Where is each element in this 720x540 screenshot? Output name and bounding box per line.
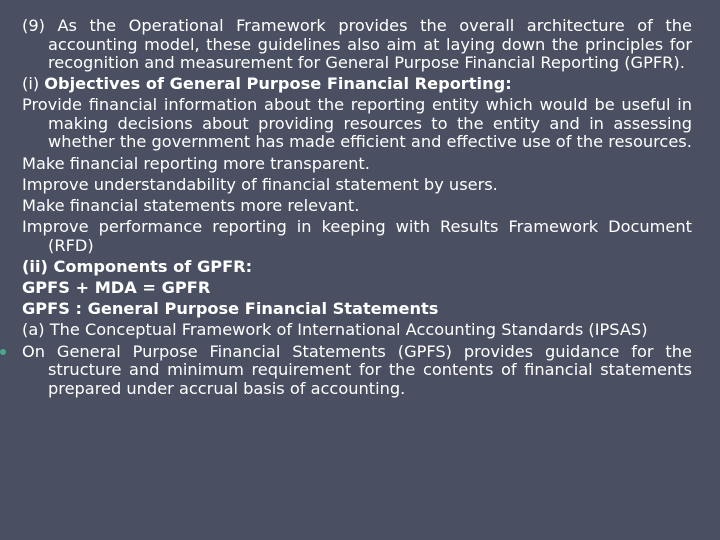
paragraph-transparent: Make financial reporting more transparent. <box>22 153 370 173</box>
bullet-item-gpfs-guidance <box>22 343 692 399</box>
heading-objectives-text: Objectives of General Purpose Financial Reporting: <box>44 74 512 94</box>
slide-body <box>22 17 692 401</box>
bullet-icon <box>0 349 6 355</box>
heading-objectives-prefix: (i) <box>22 74 45 94</box>
bullet-item-text: On General Purpose Financial Statements (GPFS) provides guidance for the structure and minimum requirement for the contents of financial statements prepared under accrual basis of accounting. <box>22 341 692 398</box>
heading-objectives-gpfr <box>22 75 692 94</box>
paragraph-provide-financial-info: Provide financial information about the reporting entity which would be useful in making decisions about providing resources to the entity and in assessing whether the government has made efficient and effective use of the resources. <box>22 95 692 152</box>
paragraph-relevant: Make financial statements more relevant. <box>22 195 360 215</box>
paragraph-performance-reporting: Improve performance reporting in keeping with Results Framework Document (RFD) <box>22 217 692 255</box>
paragraph-conceptual-framework: (a) The Conceptual Framework of International Accounting Standards (IPSAS) <box>22 320 648 340</box>
heading-gpfs-definition: GPFS : General Purpose Financial Statements <box>22 299 439 319</box>
formula-gpfs-mda-gpfr: GPFS + MDA = GPFR <box>22 278 211 297</box>
paragraph-operational-framework: (9) As the Operational Framework provides the overall architecture of the accounting model, these guidelines also aim at laying down the principles for recognition and measurement for General Purpose Financial Reporting (GPFR). <box>22 16 692 72</box>
paragraph-understandability: Improve understandability of financial statement by users. <box>22 174 498 194</box>
heading-components-gpfr: (ii) Components of GPFR: <box>22 256 253 276</box>
